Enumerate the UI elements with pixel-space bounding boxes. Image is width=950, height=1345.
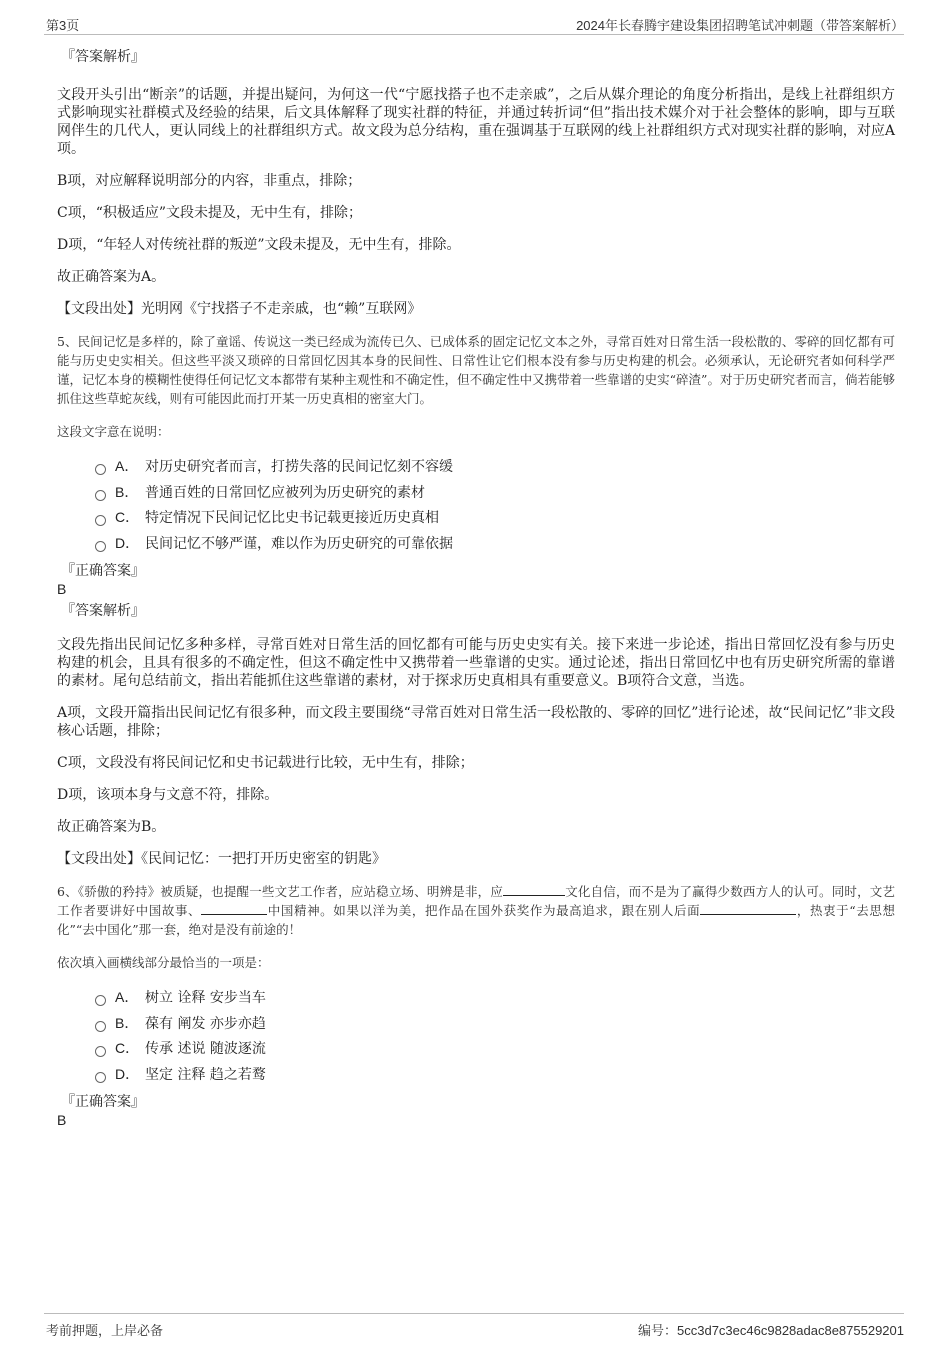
source-citation: 【文段出处】《民间记忆：一把打开历史密室的钥匙》 — [57, 851, 386, 867]
correct-answer-label: 『正确答案』 — [61, 1094, 145, 1110]
question-5-ask: 这段文字意在说明： — [57, 424, 170, 439]
document-code: 编号：5cc3d7c3ec46c9828adac8e875529201 — [638, 1323, 904, 1339]
analysis-paragraph: A项，文段开篇指出民间记忆有很多种，而文段主要围绕“寻常百姓对日常生活一段松散的、零碎的回忆”进行论述，故“民间记忆”非文段核心话题，排除； — [57, 705, 895, 739]
question-6-options — [95, 985, 895, 1087]
radio-icon[interactable] — [95, 515, 106, 526]
footer-slogan: 考前押题，上岸必备 — [46, 1324, 164, 1339]
radio-icon[interactable] — [95, 490, 106, 501]
radio-icon[interactable] — [95, 541, 106, 552]
correct-answer-value: B — [57, 1112, 67, 1128]
page-content — [57, 46, 895, 1131]
analysis-conclusion: 故正确答案为A。 — [57, 269, 166, 285]
analysis-paragraph: C项，文段没有将民间记忆和史书记载进行比较，无中生有，排除； — [57, 755, 474, 771]
radio-icon[interactable] — [95, 464, 106, 475]
question-6-text: 6、《骄傲的矜持》被质疑，也提醒一些文艺工作者，应站稳立场、明辨是非，应 文化自信，而不是为了赢得少数西方人的认可。同时，文艺工作者要讲好中国故事、 中国精神。如果以洋为美，把作品在国外获奖作为最高追求，跟在别人后面 ，热衷于“去思想化”“去中国化”那一套，绝对是没有前途的！ — [57, 884, 895, 937]
analysis-conclusion: 故正确答案为B。 — [57, 819, 166, 835]
question-5-text: 5、民间记忆是多样的，除了童谣、传说这一类已经成为流传已久、已成体系的固定记忆文本之外，寻常百姓对日常生活一段松散的、零碎的回忆都有可能与历史史实相关。但这些平淡又琐碎的日常回忆因其本身的民间性、日常性让它们根本没有参与历史构建的机会。必须承认，无论研究者如何科学严谨，记忆本身的模糊性使得任何记忆文本都带有某种主观性和不确定性，但不确定性中又携带着一些靠谱的史实“碎渣”。对于历史研究者而言，倘若能够抓住这些草蛇灰线，则有可能因此而打开某一历史真相的密室大门。 — [57, 334, 895, 406]
question-6-ask: 依次填入画横线部分最恰当的一项是： — [57, 955, 270, 970]
option-d[interactable]: D． 坚定 注释 趋之若鹜 — [95, 1062, 895, 1088]
page-footer — [44, 1313, 904, 1340]
fill-blank-2 — [201, 902, 267, 915]
radio-icon[interactable] — [95, 1021, 106, 1032]
page-header — [44, 12, 904, 35]
correct-answer-value: B — [57, 581, 67, 597]
question-5-options — [95, 454, 895, 556]
analysis-paragraph: D项，该项本身与文意不符，排除。 — [57, 787, 279, 803]
correct-answer-label: 『正确答案』 — [61, 563, 145, 579]
radio-icon[interactable] — [95, 1046, 106, 1057]
analysis-label: 『答案解析』 — [61, 49, 145, 65]
option-d[interactable]: D． 民间记忆不够严谨，难以作为历史研究的可靠依据 — [95, 531, 895, 557]
radio-icon[interactable] — [95, 995, 106, 1006]
option-c[interactable]: C． 传承 述说 随波逐流 — [95, 1036, 895, 1062]
analysis-paragraph: 文段先指出民间记忆多种多样，寻常百姓对日常生活的回忆都有可能与历史史实有关。接下来进一步论述，指出日常回忆没有参与历史构建的机会，且具有很多的不确定性，但这不确定性中又携带着一些靠谱的史实。通过论述，指出日常回忆中也有历史研究所需的靠谱的素材。尾句总结前文，指出若能抓住这些靠谱的素材，对于探求历史真相具有重要意义。B项符合文意，当选。 — [57, 637, 895, 689]
option-b[interactable]: B． 葆有 阐发 亦步亦趋 — [95, 1011, 895, 1037]
analysis-paragraph: B项，对应解释说明部分的内容，非重点，排除； — [57, 173, 362, 189]
analysis-paragraph: C项，“积极适应”文段未提及，无中生有，排除； — [57, 205, 363, 221]
document-title: 2024年长春腾宇建设集团招聘笔试冲刺题（带答案解析） — [576, 18, 904, 33]
fill-blank-3 — [700, 902, 796, 915]
fill-blank-1 — [503, 883, 565, 896]
analysis-label: 『答案解析』 — [61, 603, 145, 619]
option-c[interactable]: C． 特定情况下民间记忆比史书记载更接近历史真相 — [95, 505, 895, 531]
radio-icon[interactable] — [95, 1072, 106, 1083]
option-a[interactable]: A． 对历史研究者而言，打捞失落的民间记忆刻不容缓 — [95, 454, 895, 480]
analysis-paragraph: D项，“年轻人对传统社群的叛逆”文段未提及，无中生有，排除。 — [57, 237, 461, 253]
source-citation: 【文段出处】光明网《宁找搭子不走亲戚，也“赖”互联网》 — [57, 301, 422, 317]
analysis-paragraph: 文段开头引出“断亲”的话题，并提出疑问，为何这一代“宁愿找搭子也不走亲戚”，之后从媒介理论的角度分析指出，是线上社群组织方式影响现实社群模式及经验的结果，后文具体解释了现实社群的特征，并通过转折词“但”指出技术媒介对于社会整体的影响，即与互联网伴生的几代人，更认同线上的社群组织方式。故文段为总分结构，重在强调基于互联网的线上社群组织方式对现实社群的影响，对应A项。 — [57, 87, 895, 157]
page-number: 第3页 — [46, 18, 80, 33]
option-a[interactable]: A． 树立 诠释 安步当车 — [95, 985, 895, 1011]
option-b[interactable]: B． 普通百姓的日常回忆应被列为历史研究的素材 — [95, 480, 895, 506]
